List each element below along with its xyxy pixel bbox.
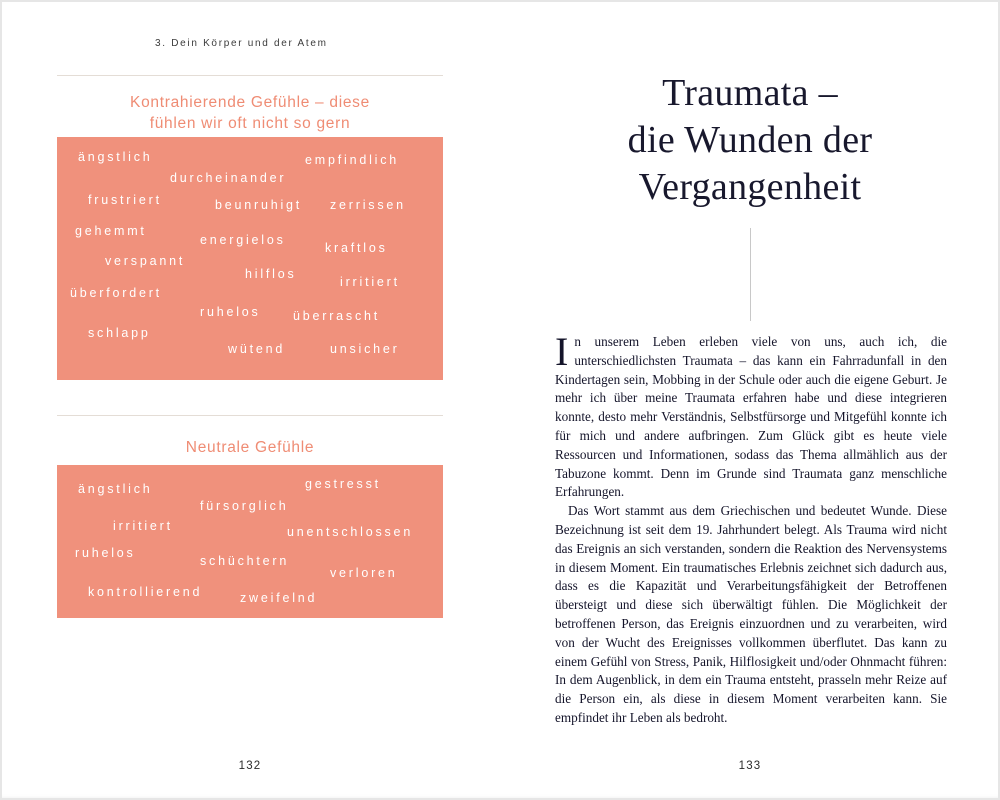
section-title-line2: fühlen wir oft nicht so gern (149, 115, 351, 132)
feeling-word: überrascht (293, 309, 381, 323)
feeling-word: frustriert (88, 193, 162, 207)
feeling-word: schlapp (88, 326, 151, 340)
feeling-word: überfordert (70, 286, 162, 300)
page-right (500, 0, 1000, 800)
feeling-word: kraftlos (325, 241, 388, 255)
title-vertical-rule (750, 228, 751, 321)
page-number-right: 133 (738, 760, 762, 772)
feeling-word: kontrollierend (88, 585, 203, 599)
feeling-word: hilflos (245, 267, 297, 281)
chapter-title (505, 70, 995, 211)
feelings-box-neutral (57, 465, 443, 618)
body-paragraph-1 (555, 329, 947, 502)
feeling-word: beunruhigt (215, 198, 303, 212)
page-number-left: 132 (238, 760, 262, 772)
feeling-word: ängstlich (78, 150, 153, 164)
drop-cap: I (555, 329, 569, 374)
feeling-word: ruhelos (75, 546, 136, 560)
running-header: 3. Dein Körper und der Atem (155, 38, 328, 49)
divider-rule-top (57, 75, 443, 76)
body-copy (555, 329, 947, 728)
chapter-title-line3: Vergangenheit (638, 166, 862, 208)
feeling-word: durcheinander (170, 171, 287, 185)
section-title-neutral: Neutrale Gefühle (185, 439, 315, 456)
paragraph-1-text: n unserem Leben erleben viele von uns, auch ich, die unterschiedlichsten Traumata – das kann ein Fahrradunfall in den Kindertagen sein, Mobbing in der Schule oder auch die eigene Geburt. Je mehr ich über meine Traumata erfahren habe und diese integrieren konnte, desto mehr Verständnis, Selbstfürsorge und Mitgefühl konnte ich für mich und andere aufbringen. Zum Glück gibt es heute viele Ressourcen und Informationen, sodass das Thema allmählich aus der Tabuzone kommt. Denn im Grunde sind Traumata ganz menschliche Erfahrungen. (555, 334, 947, 500)
divider-rule-middle (57, 415, 443, 416)
feeling-word: unentschlossen (287, 525, 414, 539)
feelings-box-contracting (57, 137, 443, 380)
feeling-word: ruhelos (200, 305, 261, 319)
feeling-word: gestresst (305, 477, 381, 491)
feeling-word: gehemmt (75, 224, 147, 238)
section-title-line1: Kontrahierende Gefühle – diese (130, 94, 370, 111)
section-title-contracting (57, 92, 443, 134)
feeling-word: ängstlich (78, 482, 153, 496)
feeling-word: energielos (200, 233, 286, 247)
chapter-title-line2: die Wunden der (627, 119, 873, 161)
feeling-word: irritiert (340, 275, 400, 289)
feeling-word: empfindlich (305, 153, 400, 167)
feeling-word: verspannt (105, 254, 186, 268)
feeling-word: wütend (228, 342, 286, 356)
feeling-word: verloren (330, 566, 398, 580)
feeling-word: irritiert (113, 519, 173, 533)
feeling-word: unsicher (330, 342, 400, 356)
chapter-title-line1: Traumata – (662, 72, 838, 114)
feeling-word: fürsorglich (200, 499, 289, 513)
feeling-word: zerrissen (330, 198, 406, 212)
feeling-word: zweifelnd (240, 591, 318, 605)
feeling-word: schüchtern (200, 554, 290, 568)
body-paragraph-2: Das Wort stammt aus dem Griechischen und bedeutet Wunde. Diese Bezeichnung ist seit dem 19. Jahrhundert belegt. Als Trauma wird nicht das Ereignis an sich verstanden, sondern die Reaktion des Nervensystems in diesem Moment. Ein traumatisches Erlebnis zeichnet sich dadurch aus, dass es die Kapazität und Verarbeitungsfähigkeit der Betroffenen übersteigt und diese sich überwältigt fühlen. Die Möglichkeit der betroffenen Person, das Ereignis einzuordnen und zu verarbeiten, wird von der Wucht des Ereignisses vollkommen überflutet. Das kann zu einem Gefühl von Stress, Panik, Hilflosigkeit und/oder Ohnmacht führen: In dem Augenblick, in dem ein Trauma entsteht, prasseln mehr Reize auf die Person ein, als diese in diesem Moment verarbeiten kann. Sie empfindet ihr Leben als bedroht. (555, 503, 947, 725)
